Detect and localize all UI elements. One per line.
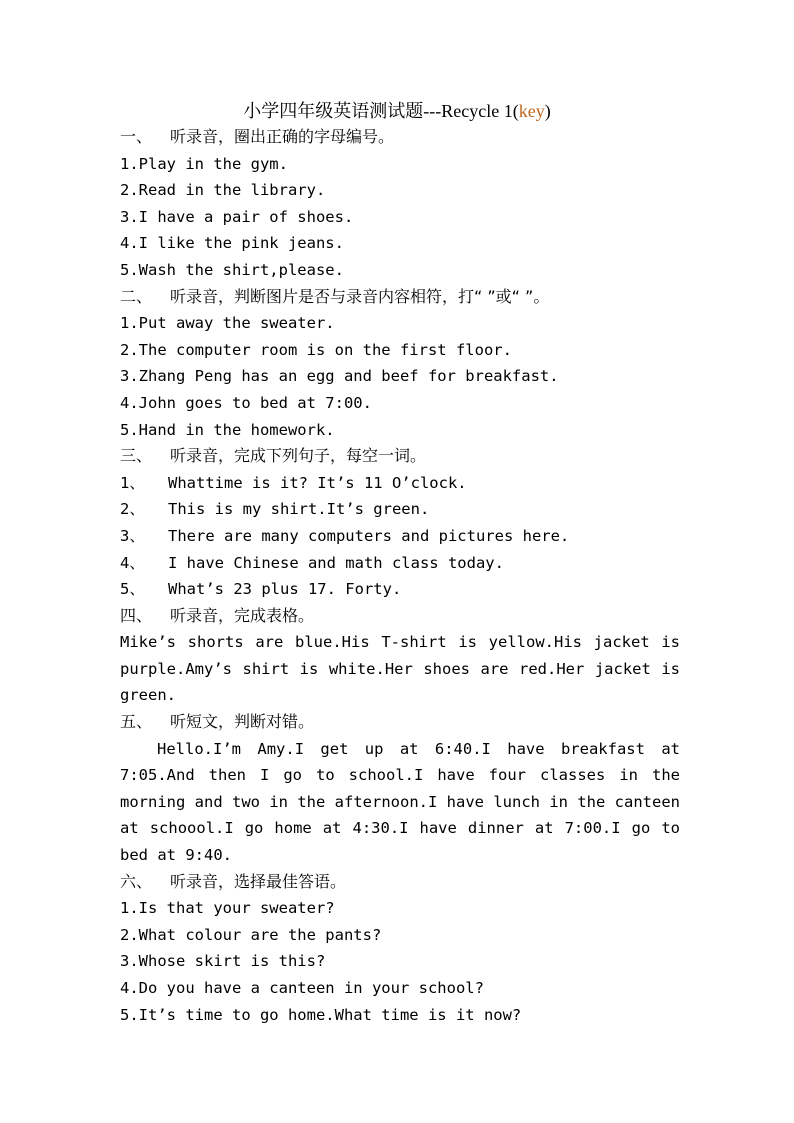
page-title (0, 98, 794, 124)
list-item: 5.Wash the shirt,please. (120, 260, 344, 279)
list-item: 1.Is that your sweater? (120, 899, 335, 918)
list-item: 2.What colour are the pants? (120, 925, 382, 944)
section-heading-3: 三、 听录音，完成下列句子，每空一词。 (120, 446, 427, 466)
list-item: 5.Hand in the homework. (120, 420, 335, 439)
title-key: key (518, 101, 545, 121)
list-item: 1.Put away the sweater. (120, 314, 335, 333)
list-item: 1、 Whattime is it? It’s 11 O’clock. (120, 473, 467, 492)
list-item: 5.It’s time to go home.What time is it now? (120, 1005, 522, 1024)
title-text: 小学四年级英语测试题---Recycle 1( (243, 101, 519, 121)
section-heading-4: 四、 听录音，完成表格。 (120, 605, 315, 625)
title-close: ) (544, 101, 551, 121)
list-item: 2.The computer room is on the first floor. (120, 340, 512, 359)
passage-text: Mike’s shorts are blue.His T-shirt is yellow.His jacket is purple.Amy’s shirt is white.Her shoes are red.Her jacket is green. (120, 633, 680, 705)
list-item: 4、 I have Chinese and math class today. (120, 553, 504, 572)
list-item: 3.I have a pair of shoes. (120, 207, 354, 226)
section-heading-2: 二、 听录音，判断图片是否与录音内容相符，打“ ”或“ ”。 (120, 286, 550, 306)
list-item: 2、 This is my shirt.It’s green. (120, 500, 430, 519)
list-item: 4.John goes to bed at 7:00. (120, 393, 372, 412)
list-item: 3.Zhang Peng has an egg and beef for breakfast. (120, 367, 559, 386)
list-item: 4.Do you have a canteen in your school? (120, 979, 484, 997)
list-item: 3.Whose skirt is this? (120, 952, 326, 971)
list-item: 3、 There are many computers and pictures here. (120, 526, 570, 545)
section-heading-5: 五、 听短文，判断对错。 (120, 712, 315, 732)
passage-text: Hello.I’m Amy.I get up at 6:40.I have breakfast at 7:05.And then I go to school.I have four classes in the morning and two in the afternoon.I have lunch in the canteen at schoool.I go home at 4:30.I have dinner at 7:00.I go to bed at 9:40. (120, 739, 680, 865)
document-body (120, 124, 680, 1028)
list-item: 4.I like the pink jeans. (120, 234, 344, 253)
section-heading-6: 六、 听录音，选择最佳答语。 (120, 871, 347, 891)
section-heading-1: 一、 听录音，圈出正确的字母编号。 (120, 127, 395, 146)
list-item: 2.Read in the library. (120, 181, 326, 200)
list-item: 1.Play in the gym. (120, 154, 288, 173)
list-item: 5、 What’s 23 plus 17. Forty. (120, 580, 402, 599)
